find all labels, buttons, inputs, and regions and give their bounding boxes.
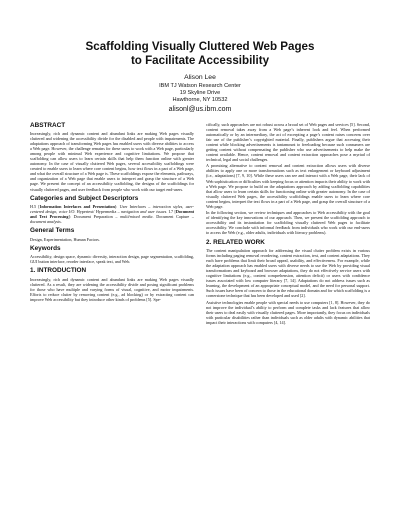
keywords-heading: Keywords <box>30 244 61 252</box>
title-line-2: to Facilitate Accessibility <box>130 53 270 67</box>
author-affiliation-1: IBM TJ Watson Research Center <box>159 82 241 89</box>
categories-part: H.5 [ <box>30 204 40 210</box>
categories-bold-1: Information Interfaces and Presentation <box>39 204 115 210</box>
categories-bold-2: Document and Text Processing <box>30 209 195 220</box>
related-work-heading: 2. RELATED WORK <box>206 238 265 246</box>
abstract-heading: ABSTRACT <box>30 121 66 129</box>
categories-italic-4: document analysis <box>30 219 61 225</box>
terms-heading: General Terms <box>30 227 75 235</box>
author-affiliation-3: Hawthorne, NY 10532 <box>172 96 228 103</box>
introduction-text: Increasingly, rich and dynamic content and abundant links are making Web pages visually cluttered. As a result, they are widening the accessibility divide and posing significant problems for those who have multiple and varying forms of visual, cognitive, and motor impairments. Efforts to reduce clutter by removing content (e.g., ad blocking) or by extracting content can improve Web accessibility but they introduce other kinds of problems [5]. Spe- <box>30 276 194 303</box>
categories-part: . <box>60 219 62 225</box>
introduction-heading: 1. INTRODUCTION <box>30 267 87 275</box>
categories-text <box>30 204 194 224</box>
paragraph-2: A promising alternative to content removal and content extraction allows users with diverse abilities to apply one or more transformations such as text enlargement or keyboard adjustment (i.e., adaptations) [7, 9, 10]. While these users can see and interact with a Web page, their lack of Web sophistication or difficulties with keeping focus or attention impacts their ability to work with a Web page. We propose to build on the adaptations approach by adding scaffolding capabilities that allow users to learn certain skills for functioning online with greater autonomy. In the case of visually cluttered Web pages, the accessibility scaffoldings enable users to learn where core content begins, interpret the text flows in a part of a Web page, and grasp the overall structure of a Web page. <box>206 163 370 209</box>
author-block <box>30 74 370 114</box>
title-line-1: Scaffolding Visually Cluttered Web Pages <box>85 40 315 53</box>
categories-italic-2: navigation and user issues <box>121 209 167 215</box>
categories-part: . Hypertext/ Hypermedia – <box>74 209 122 215</box>
paragraph-1: cifically, such approaches are not robust across a broad set of Web pages and services [5]. Second, content removal takes away from a Web page’s inherent look and feel. When performed automatically or by an intermediary, the act of excerpting a page’s content raises concerns over fair use of the publisher’s copyrighted material. Finally, publishers argue that accessing their content while blocking advertisements is tantamount to freeloading because such consumers are getting content without compensating the publisher who use advertisements to help make the content available. Hence, content removal and content extraction approaches pose a myriad of technical, legal and social challenges. <box>206 121 370 162</box>
categories-part: ]: Document Preparation – <box>68 214 121 220</box>
right-column <box>206 122 370 327</box>
categories-italic-1: interaction styles, user-centered design, voice I/O <box>30 204 194 215</box>
paragraph-4: The content manipulation approach for addressing the visual clutter problem exists in various forms including paging removal reordering, content extraction, text, and content adaptations. They each have problems that limit their broad appeal, usability, and effectiveness. For example, while the adaptation approach has enabled users with diverse needs to use the Web by providing visual transformations and keyboard and browser adaptations, they do not effectively service users with cognitive limitations (e.g., content comprehension, attention deficit) or users with confidence issues associated with low computer literacy [7, 14]. Adaptations do not address issues such as learning, the development of an appropriate conceptual model, and the need for personal support. Such issues have been of concern to those in the educational domain and for which scaffolding is a cornerstone technique that has been developed and used [2]. <box>206 248 370 299</box>
author-affiliation-2: 19 Skyline Drive <box>179 89 221 96</box>
left-column <box>30 122 194 327</box>
abstract-text: Increasingly, rich and dynamic content and abundant links are making Web pages visually cluttered and widening the accessibility divide for the disabled and people with impairments. The adaptations approach of transforming Web pages has enabled users with diverse abilities to access a Web page. However, the challenge remains for these users to work with a Web page, particularly among people with minimal Web experience and cognitive limitations. We propose that scaffolding can allow users to learn certain skills that help them function online with greater autonomy. In the case of visually cluttered Web pages, several accessibility scaffoldings were created to enable users to learn where core content begins, how text flows in a part of a Web page, and what the overall structure of a Web page is. These scaffoldings expose the elements, pathways, and organization of a Web page that enable users to interpret and grasp the structure of a Web page. We present the concept of an accessibility scaffolding, the designs of the scaffoldings for visually cluttered pages, and user feedback from people who work with our target end-users. <box>30 131 194 192</box>
paragraph-3: In the following section, we review techniques and approaches to Web accessibility with the goal of identifying the key innovations of our approach. Then, we present the scaffolding approach to accessibility and its instantiation for scaffolding visually cluttered Web pages to facilitate accessibility. We conclude with informal feedback from individuals who work with our end-users to access the Web (e.g., older adults, individuals with literacy problems). <box>206 210 370 236</box>
terms-text: Design, Experimentation, Human Factors. <box>30 236 100 242</box>
paragraph-5: Assistive technologies enable people with special needs to use computers [1, 8]. However, they do not improve the individual’s ability to perform and complete tasks and lack features that allow their users to deal easily with visually cluttered pages. More importantly, they focus on individuals with particular disabilities rather than individuals such as older adults with dynamic abilities that impact their interactions with computers [4, 14]. <box>206 300 370 326</box>
author-email: alisonl@us.ibm.com <box>168 105 232 113</box>
body-columns <box>30 122 370 327</box>
categories-part: . I.7 [ <box>166 209 176 215</box>
categories-italic-3: multi/mixed media <box>120 214 153 220</box>
categories-part: . Document Capture – <box>152 214 195 220</box>
paper-title <box>30 0 370 67</box>
categories-heading: Categories and Subject Descriptors <box>30 194 139 202</box>
categories-part: ]: User Interfaces – <box>114 204 153 210</box>
author-name: Alison Lee <box>184 74 216 81</box>
keywords-text: Accessibility, design space, dynamic diversity, interaction design, page segmentation, scaffolding, GUI button interface, reorder interface, speak text, and Web. <box>30 254 194 265</box>
